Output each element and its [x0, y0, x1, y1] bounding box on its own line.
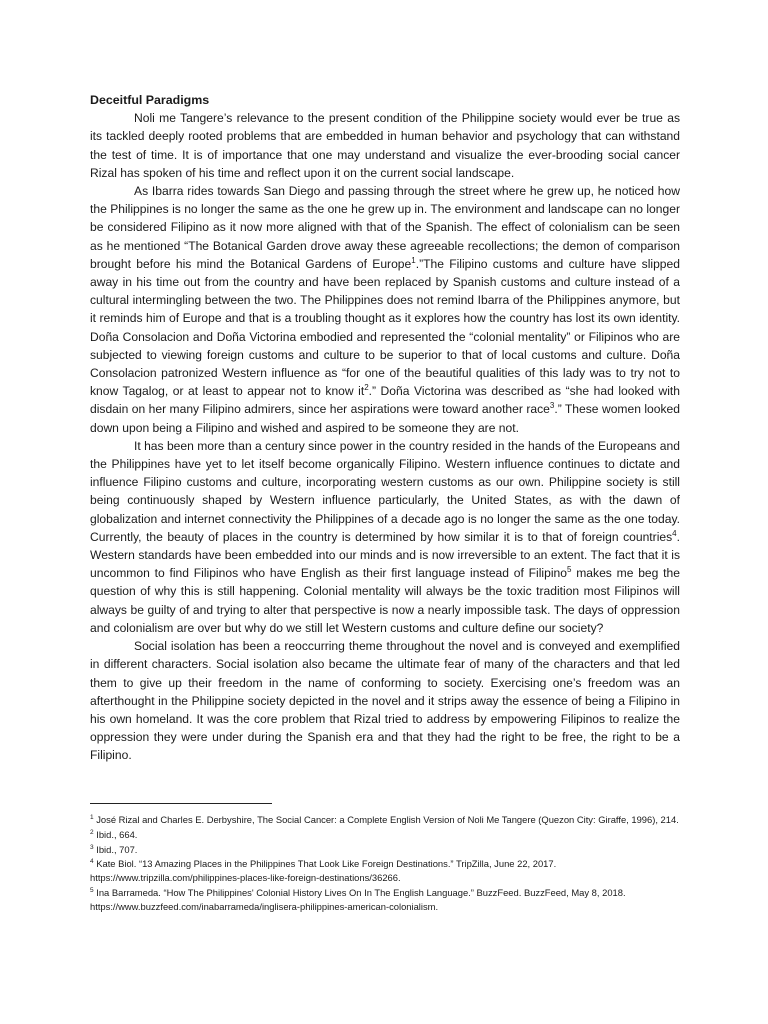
footnote-number: 5 — [90, 886, 94, 894]
footnote-item — [90, 886, 680, 914]
footnote-ref: 2 — [364, 383, 369, 393]
paragraph-text: As Ibarra rides towards San Diego and passing through the street where he grew up, he noticed how the Philippines is no longer the same as the one he grew up in. The environment and landscape can no longer be considered Filipino as it now more aligned with that of the Spanish. The effect of colonialism can be seen as he mentioned “The Botanical Garden drove away these agreeable recollections; the demon of comparison brought before his mind the Botanical Gardens of Europe — [90, 184, 680, 271]
footnote-item — [90, 843, 680, 857]
document-body — [90, 109, 680, 764]
footnote-text: Ibid., 707. — [93, 843, 138, 855]
footnote-item — [90, 828, 680, 842]
footnote-url: https://www.buzzfeed.com/inabarrameda/inglisera-philippines-american-colonialism. — [90, 900, 439, 912]
body-paragraph — [90, 437, 680, 637]
footnote-number: 3 — [90, 843, 94, 851]
paragraph-text: Noli me Tangere’s relevance to the present condition of the Philippine society would ever be true as its tackled deeply rooted problems that are embedded in human behavior and psychology that can withstand the test of time. It is of importance that one may understand and visualize the ever-brooding social cancer Rizal has spoken of his time and reflect upon it on the current social landscape. — [90, 111, 680, 180]
paragraph-text: Social isolation has been a reoccurring theme throughout the novel and is conveyed and exemplified in different characters. Social isolation also became the ultimate fear of many of the characters and that led them to give up their freedom in the name of conforming to society. Exercising one’s freedom was an afterthought in the Philippine society depicted in the novel and it strips away the essence of being a Filipino in his own homeland. It was the core problem that Rizal tried to address by empowering Filipinos to realize the oppression they were under during the Spanish era and that they had the right to be free, the right to be a Filipino. — [90, 639, 680, 763]
footnote-separator — [90, 803, 272, 804]
paragraph-text: . Western standards have been embedded into our minds and is now irreversible to an extent. The fact that it is uncommon to find Filipinos who have English as their first language instead of Filipino — [90, 529, 680, 581]
footnote-item — [90, 813, 680, 827]
paragraph-text: .”The Filipino customs and culture have slipped away in his time out from the country and have been replaced by Spanish customs and culture instead of a cultural intermingling between the two. The Philippines does not remind Ibarra of the Philippines anymore, but it reminds him of Europe and that is a troubling thought as it explores how the country has lost its own identity. Doña Consolacion and Doña Victorina embodied and represented the “colonial mentality” or Filipinos who are subjected to viewing foreign customs and culture to be superior to that of local customs and culture. Doña Consolacion patronized Western influence as “for one of the beautiful qualities of this lady was to try not to know Tagalog, or at least to appear not to know it — [90, 256, 680, 399]
body-paragraph — [90, 182, 680, 437]
paragraph-text: .” These women looked down upon being a Filipino and wished and aspired to be someone they are not. — [90, 402, 680, 435]
paragraph-text: It has been more than a century since power in the country resided in the hands of the Europeans and the Philippines have yet to let itself become organically Filipino. Western influence continues to dictate and influence Filipino customs and culture, incorporating western customs as our own. Philippine society is still being continuously shaped by Western influence particularly, the United States, as with the dawn of globalization and internet connectivity the Philippines of a decade ago is no longer the same as the one today. Currently, the beauty of places in the country is determined by how similar it is to that of foreign countries — [90, 438, 680, 544]
footnote-url: https://www.tripzilla.com/philippines-places-like-foreign-destinations/36266. — [90, 872, 401, 884]
footnote-ref: 4 — [672, 528, 677, 538]
footnotes — [90, 813, 680, 915]
footnote-ref: 5 — [566, 565, 572, 575]
footnote-item — [90, 857, 680, 885]
footnote-text: José Rizal and Charles E. Derbyshire, The Social Cancer: a Complete English Version of Noli Me Tangere (Quezon City: Giraffe, 1996), 214. — [93, 814, 679, 825]
footnote-number: 1 — [90, 813, 94, 821]
body-paragraph — [90, 637, 680, 764]
footnote-text: Kate Biol. “13 Amazing Places in the Philippines That Look Like Foreign Destinations.” TripZilla, June 22, 2017. — [93, 858, 557, 870]
footnote-text: Ibid., 664. — [93, 828, 138, 840]
paragraph-text: .” Doña Victorina was described as “she had looked with disdain on her many Filipino admirers, since her aspirations were toward another race — [90, 384, 680, 417]
footnote-ref: 3 — [549, 401, 555, 411]
body-paragraph — [90, 109, 680, 182]
paragraph-text: makes me beg the question of why this is still happening. Colonial mentality will always be the toxic tradition most Filipinos will always be guilty of and trying to alter that perspective is now a nearly impossible task. The days of oppression and colonialism are over but why do we still let Western customs and culture define our society? — [90, 566, 680, 635]
document-title: Deceitful Paradigms — [90, 93, 210, 107]
footnote-ref: 1 — [411, 255, 416, 265]
footnote-text: Ina Barrameda. “How The Philippines' Colonial History Lives On In The English Language.” BuzzFeed. BuzzFeed, May 8, 2018. — [93, 886, 626, 898]
footnote-number: 4 — [90, 858, 94, 866]
footnote-number: 2 — [90, 828, 94, 836]
